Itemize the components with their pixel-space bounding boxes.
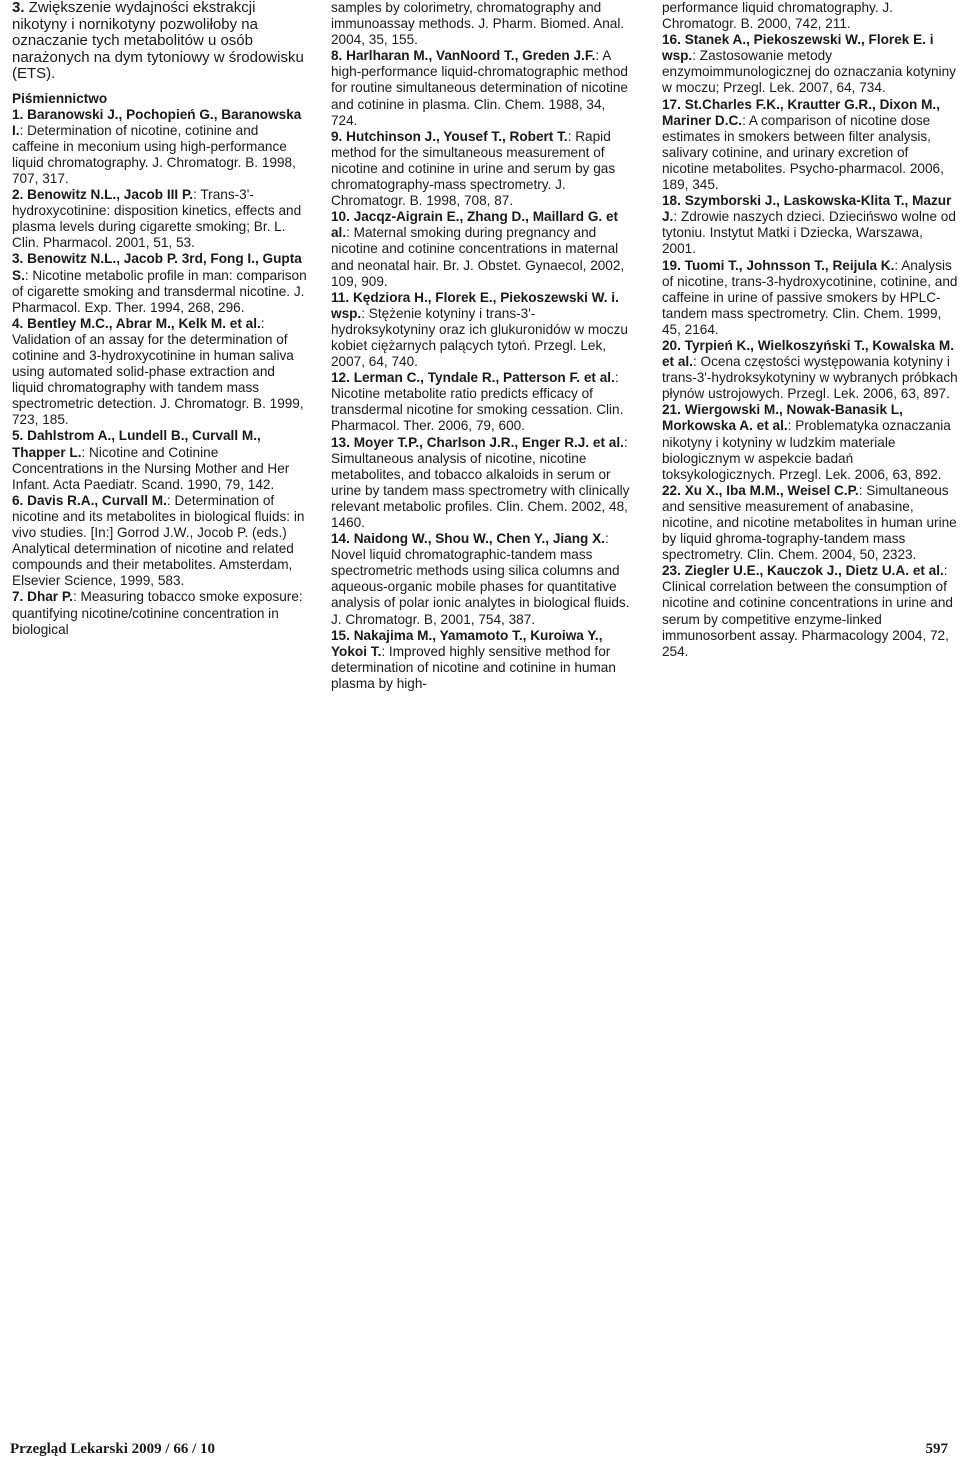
reference-authors: Xu X., Iba M.M., Weisel C.P. <box>684 482 859 498</box>
reference-item <box>662 32 958 96</box>
reference-number: 6. <box>12 492 24 508</box>
reference-authors: St.Charles F.K., Krautter G.R., Dixon M., Mariner D.C. <box>662 96 940 128</box>
reference-text: : Validation of an assay for the determination of cotinine and 3-hydroxycotinine in human saliva using automated solid-phase extraction and liquid chromatography with tandem mass spectrometric detection. J. Chromatogr. B. 1999, 723, 185. <box>12 315 304 428</box>
reference-item <box>662 193 958 257</box>
reference-text: : Analysis of nicotine, trans-3-hydroxycotinine, cotinine, and caffeine in urine of passive smokers by HPLC-tandem mass spectrometry. Clin. Chem. 1999, 45, 2164. <box>662 257 958 337</box>
reference-authors: Benowitz N.L., Jacob P. 3rd, Fong I., Gupta S. <box>12 251 302 283</box>
reference-text: : Determination of nicotine and its metabolites in biological fluids: in vivo studies. [In:] Gorrod J.W., Jocob P. (eds.) Analytical determination of nicotine and related compounds and their metabolites. Amsterdam, Elsevier Science, 1999, 583. <box>12 492 305 589</box>
reference-item <box>331 531 631 628</box>
reference-authors: Szymborski J., Laskowska-Klita T., Mazur J. <box>662 193 952 225</box>
column-middle <box>331 0 631 692</box>
reference-item <box>12 251 308 315</box>
reference-item <box>12 187 308 251</box>
reference-number: 22. <box>662 482 681 498</box>
reference-item <box>331 628 631 692</box>
reference-number: 21. <box>662 402 681 418</box>
reference-item <box>331 290 631 370</box>
column-right <box>662 0 958 660</box>
reference-item <box>12 493 308 590</box>
reference-list-col2 <box>331 0 631 692</box>
page-number: 597 <box>925 1441 948 1457</box>
reference-authors: Ziegler U.E., Kauczok J., Dietz U.A. et al. <box>684 563 944 579</box>
reference-number: 15. <box>331 627 350 643</box>
reference-authors: Bentley M.C., Abrar M., Kelk M. et al. <box>27 315 261 331</box>
reference-list-col1 <box>12 107 308 638</box>
reference-number: 20. <box>662 337 681 353</box>
reference-authors: Davis R.A., Curvall M. <box>27 492 167 508</box>
reference-text: : Improved highly sensitive method for determination of nicotine and cotinine in human plasma by high- <box>331 643 616 691</box>
reference-number: 17. <box>662 96 681 112</box>
reference-text: : Measuring tobacco smoke exposure: quantifying nicotine/cotinine concentration in biological <box>12 589 303 637</box>
reference-text: : Nicotine metabolite ratio predicts efficacy of transdermal nicotine for smoking cessation. Clin. Pharmacol. Ther. 2006, 79, 600. <box>331 370 624 434</box>
reference-text: : Simultaneous and sensitive measurement of anabasine, nicotine, and nicotine metabolites in human urine by liquid ghroma-tography-tandem mass spectrometry. Clin. Chem. 2004, 50, 2323. <box>662 482 957 563</box>
reference-authors: Kędziora H., Florek E., Piekoszewski W. i. wsp. <box>331 289 619 321</box>
column-left <box>12 0 308 638</box>
reference-item <box>662 338 958 402</box>
reference-authors: Stanek A., Piekoszewski W., Florek E. i wsp. <box>662 32 934 64</box>
reference-authors: Naidong W., Shou W., Chen Y., Jiang X. <box>353 531 605 547</box>
reference-text: : Ocena częstości występowania kotyniny i trans-3'-hydroksykotyniny w wybranych próbkach płynów ustrojowych. Przegl. Lek. 2006, 63, 897. <box>662 354 958 402</box>
reference-item <box>331 48 631 128</box>
reference-number: 11. <box>331 289 350 305</box>
reference-list-col3 <box>662 0 958 660</box>
reference-item <box>331 0 631 48</box>
reference-item <box>12 107 308 187</box>
reference-text: : Nicotine metabolic profile in man: comparison of cigarette smoking and transdermal nicotine. J. Pharmacol. Exp. Ther. 1994, 268, 296. <box>12 267 307 315</box>
reference-number: 14. <box>331 531 350 547</box>
reference-authors: Wiergowski M., Nowak-Banasik L, Morkowska A. et al. <box>662 402 903 434</box>
reference-text: : Simultaneous analysis of nicotine, nicotine metabolites, and tobacco alkaloids in serum or urine by tandem mass spectrometry with clinically relevant metabolic profiles. Clin. Chem. 2002, 48, 1460. <box>331 434 630 530</box>
reference-text: : Nicotine and Cotinine Concentrations in the Nursing Mother and Her Infant. Acta Paediatr. Scand. 1990, 79, 142. <box>12 444 290 492</box>
references-heading: Piśmiennictwo <box>12 90 108 106</box>
reference-item <box>12 428 308 492</box>
reference-item <box>662 563 958 660</box>
reference-authors: Tyrpień K., Wielkoszyński T., Kowalska M. et al. <box>662 337 954 370</box>
reference-authors: Dahlstrom A., Lundell B., Curvall M., Thapper L. <box>12 428 261 460</box>
reference-text: : Rapid method for the simultaneous measurement of nicotine and cotinine in urine and serum by gas chromatography-mass spectrometry. J. Chromatogr. B. 1998, 708, 87. <box>331 128 616 209</box>
reference-number: 7. <box>12 589 24 605</box>
reference-number: 1. <box>12 106 24 122</box>
reference-text: : Novel liquid chromatographic-tandem mass spectrometric methods using silica columns and aqueous-organic mobile phases for quantitative analysis of polar ionic analytes in biological fluids. J. Chromatogr. B, 2001, 754, 387. <box>331 531 630 627</box>
reference-item <box>662 0 958 32</box>
reference-authors: Harlharan M., VanNoord T., Greden J.F. <box>346 48 596 64</box>
reference-authors: Dhar P. <box>27 589 73 605</box>
reference-item <box>331 209 631 289</box>
reference-text: : Stężenie kotyniny i trans-3'-hydroksykotyniny oraz ich glukuronidów w moczu kobiet ciężarnych palących tytoń. Przegl. Lek, 2007, 64, 740. <box>331 305 628 370</box>
reference-authors: Nakajima M., Yamamoto T., Kuroiwa Y., Yokoi T. <box>331 627 603 659</box>
reference-text: : Problematyka oznaczania nikotyny i kotyniny w ludzkim materiale biologicznym w aspekcie badań toksykologicznych. Przegl. Lek. 2006, 63, 892. <box>662 418 951 482</box>
reference-number: 12. <box>331 370 350 386</box>
reference-authors: Moyer T.P., Charlson J.R., Enger R.J. et al. <box>353 434 624 450</box>
reference-number: 2. <box>12 187 24 203</box>
reference-number: 10. <box>331 209 350 225</box>
reference-text: : Clinical correlation between the consumption of nicotine and cotinine concentrations in urine and serum by competitive enzyme-linked immunosorbent assay. Pharmacology 2004, 72, 254. <box>662 563 953 659</box>
reference-item <box>662 402 958 482</box>
reference-number: 5. <box>12 428 24 444</box>
reference-authors: Baranowski J., Pochopień G., Baranowska I. <box>12 106 302 138</box>
reference-item <box>331 129 631 209</box>
journal-footer: Przegląd Lekarski 2009 / 66 / 10 <box>10 1441 215 1457</box>
reference-text: : Zastosowanie metody enzymoimmunologicznej do oznaczania kotyniny w moczu; Przegl. Lek. 2007, 64, 734. <box>662 48 956 96</box>
intro-text: Zwiększenie wydajności ekstrakcji nikotyny i nornikotyny pozwoliłoby na oznaczanie tych metabolitów u osób narażonych na dym tytoniowy w środowisku (ETS). <box>12 0 304 82</box>
reference-number: 16. <box>662 32 681 48</box>
reference-item <box>12 316 308 429</box>
reference-authors: Jacqz-Aigrain E., Zhang D., Maillard G. et al. <box>331 209 619 241</box>
reference-number: 3. <box>12 251 24 267</box>
reference-authors: Tuomi T., Johnsson T., Reijula K. <box>684 257 895 273</box>
reference-number: 4. <box>12 315 24 331</box>
reference-item <box>331 370 631 434</box>
reference-number: 8. <box>331 48 343 64</box>
reference-text: : A high-performance liquid-chromatographic method for routine simultaneous determination of nicotine and cotinine in plasma. Clin. Chem. 1988, 34, 724. <box>331 48 628 128</box>
reference-number: 23. <box>662 563 681 579</box>
reference-text: : A comparison of nicotine dose estimates in smokers between filter analysis, salivary cotinine, and urinary excretion of nicotine metabolites. Psycho-pharmacol. 2006, 189, 345. <box>662 112 944 193</box>
reference-text: : Zdrowie naszych dzieci. Dziecińswo wolne od tytoniu. Instytut Matki i Dziecka, Warszawa, 2001. <box>662 209 956 257</box>
intro-number: 3. <box>12 0 25 16</box>
reference-item <box>331 435 631 532</box>
reference-number: 19. <box>662 257 681 273</box>
reference-text: performance liquid chromatography. J. Chromatogr. B. 2000, 742, 211. <box>662 0 893 32</box>
reference-item <box>662 97 958 194</box>
reference-number: 9. <box>331 128 343 144</box>
reference-text: samples by colorimetry, chromatography and immunoassay methods. J. Pharm. Biomed. Anal. 2004, 35, 155. <box>331 0 625 48</box>
reference-authors: Benowitz N.L., Jacob III P. <box>27 187 194 203</box>
reference-text: : Trans-3'-hydroxycotinine: disposition kinetics, effects and plasma levels during cigarette smoking; Br. L. Clin. Pharmacol. 2001, 51, 53. <box>12 187 302 251</box>
reference-item <box>662 258 958 338</box>
intro-paragraph <box>12 0 308 83</box>
reference-number: 13. <box>331 434 350 450</box>
reference-item <box>662 483 958 563</box>
reference-authors: Hutchinson J., Yousef T., Robert T. <box>346 128 568 144</box>
reference-authors: Lerman C., Tyndale R., Patterson F. et al. <box>353 370 615 386</box>
reference-text: : Determination of nicotine, cotinine and caffeine in meconium using high-performance liquid chromatography. J. Chromatogr. B. 1998, 707, 317. <box>12 122 296 186</box>
reference-item <box>12 589 308 637</box>
reference-number: 18. <box>662 193 681 209</box>
reference-text: : Maternal smoking during pregnancy and nicotine and cotinine concentrations in maternal and neonatal hair. Br. J. Obstet. Gynaecol, 2002, 109, 909. <box>331 225 625 289</box>
